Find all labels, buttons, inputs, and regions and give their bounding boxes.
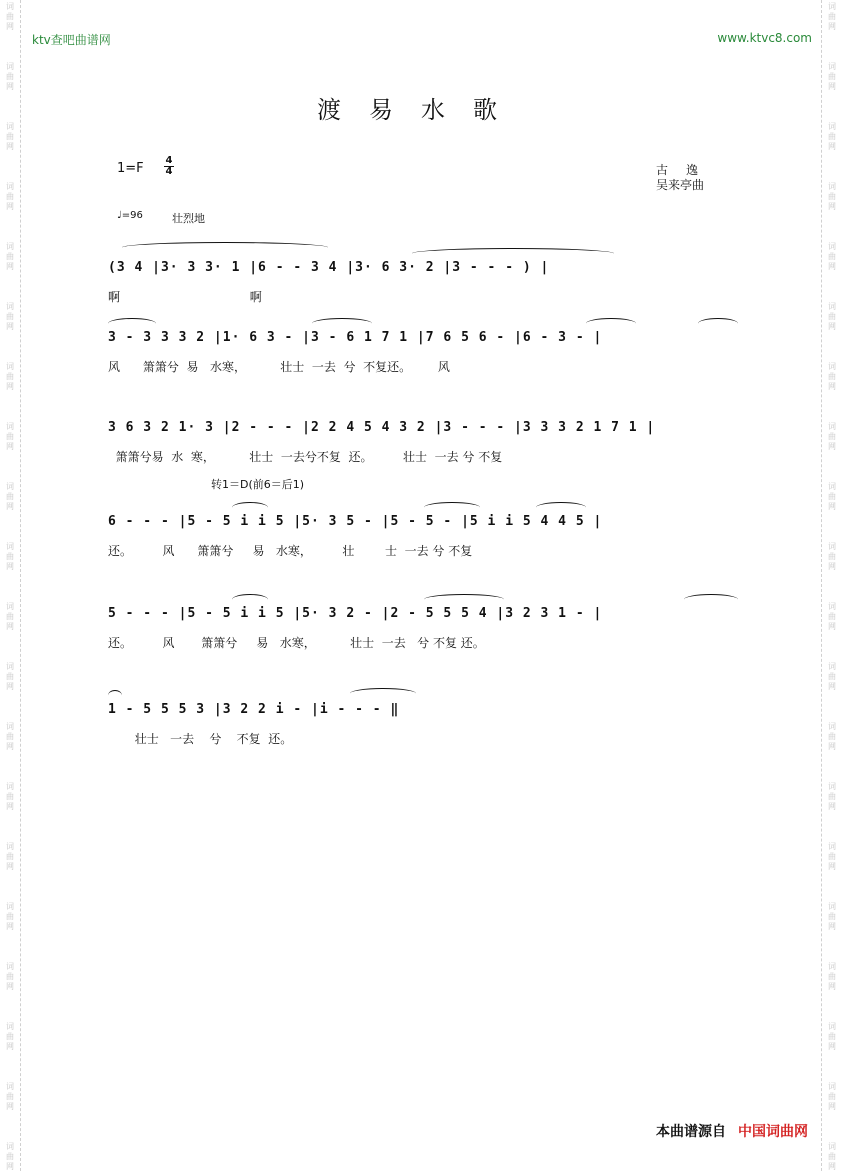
watermark-text: 词 曲 网 <box>828 362 836 391</box>
tempo-marking: ♩=96 <box>117 210 143 221</box>
watermark-text: 词 曲 网 <box>828 482 836 511</box>
time-top: 4 <box>165 155 173 166</box>
slur <box>350 688 416 699</box>
watermark-text: 词 曲 网 <box>828 902 836 931</box>
watermark-text: 词 曲 网 <box>828 2 836 31</box>
score-row-1 <box>108 260 740 326</box>
watermark-text: 词 曲 网 <box>828 1142 836 1171</box>
slur <box>412 248 614 259</box>
lyrics-line: 风 箫箫兮 易 水寒， 壮士 一去 兮 不复还。 风 <box>108 360 450 374</box>
watermark-text: 词 曲 网 <box>828 782 836 811</box>
watermark-text: 词 曲 网 <box>6 482 14 511</box>
watermark-text: 词 曲 网 <box>6 902 14 931</box>
slur <box>122 242 328 253</box>
footer-credit <box>656 1121 808 1141</box>
score-row-2 <box>108 330 740 396</box>
watermark-text: 词 曲 网 <box>828 842 836 871</box>
credits <box>656 163 716 193</box>
watermark-text: 词 曲 网 <box>828 182 836 211</box>
score-row-6 <box>108 702 740 768</box>
watermark-text: 词 曲 网 <box>828 302 836 331</box>
song-title: 渡易水歌 <box>317 96 525 124</box>
watermark-text: 词 曲 网 <box>828 722 836 751</box>
score-row-3 <box>108 420 740 486</box>
watermark-text: 词 曲 网 <box>828 962 836 991</box>
slur <box>424 502 480 513</box>
slur <box>232 502 268 513</box>
score-row-4 <box>108 514 740 580</box>
slur <box>232 594 268 605</box>
notation-line: 3 6 3 2 1· 3 |2 - - - |2 2 4 5 4 3 2 |3 - - - |3 3 3 2 1 7 1 | <box>108 420 656 435</box>
watermark-text: 词 曲 网 <box>828 62 836 91</box>
key-signature: 1=F <box>117 161 144 176</box>
watermark-text: 词 曲 网 <box>828 1022 836 1051</box>
lyrics-line: 啊 啊 <box>108 290 262 304</box>
score-row-5 <box>108 606 740 672</box>
watermark-text: 词 曲 网 <box>828 542 836 571</box>
watermark-text: 词 曲 网 <box>6 842 14 871</box>
watermark-text: 词 曲 网 <box>828 662 836 691</box>
watermark-text: 词 曲 网 <box>6 1022 14 1051</box>
lyrics-line: 还。 风 箫箫兮 易 水寒， 壮士 一去 兮 不复 还。 <box>108 636 485 650</box>
modulation-marking: 转1＝D(前6＝后1) <box>211 478 305 491</box>
watermark-text: 词 曲 网 <box>828 1082 836 1111</box>
watermark-text: 词 曲 网 <box>6 62 14 91</box>
watermark-text: 词 曲 网 <box>6 602 14 631</box>
watermark-text: 词 曲 网 <box>6 2 14 31</box>
slur <box>698 318 738 329</box>
watermark-text: 词 曲 网 <box>6 1082 14 1111</box>
lyricist: 古逸 <box>656 163 717 177</box>
watermark-text: 词 曲 网 <box>6 422 14 451</box>
watermark-text: 词 曲 网 <box>6 722 14 751</box>
right-watermark-strip <box>821 0 842 1171</box>
site-url: www.ktvc8.com <box>717 31 812 45</box>
watermark-text: 词 曲 网 <box>6 182 14 211</box>
footer-brand-link[interactable]: 中国词曲网 <box>738 1124 808 1140</box>
watermark-text: 词 曲 网 <box>6 782 14 811</box>
notation-line: 6 - - - |5 - 5 i i 5 |5· 3 5 - |5 - 5 - |5 i i 5 4 4 5 | <box>108 514 603 529</box>
slur <box>684 594 738 605</box>
watermark-text: 词 曲 网 <box>828 602 836 631</box>
slur <box>536 502 586 513</box>
lyrics-line: 还。 风 箫箫兮 易 水寒， 壮 士 一去 兮 不复 <box>108 544 473 558</box>
notation-line: (3 4 |3· 3 3· 1 |6 - - 3 4 |3· 6 3· 2 |3 - - - ) | <box>108 260 550 275</box>
time-bottom: 4 <box>165 166 173 177</box>
watermark-text: 词 曲 网 <box>6 122 14 151</box>
notation-line: 1 - 5 5 5 3 |3 2 2 i - |i - - - ‖ <box>108 702 400 717</box>
slur <box>108 690 122 701</box>
watermark-text: 词 曲 网 <box>6 542 14 571</box>
slur <box>312 318 372 329</box>
footer-source-label: 本曲谱源自 <box>656 1124 726 1140</box>
watermark-text: 词 曲 网 <box>6 302 14 331</box>
watermark-text: 词 曲 网 <box>6 362 14 391</box>
left-watermark-strip <box>0 0 21 1171</box>
watermark-text: 词 曲 网 <box>6 1142 14 1171</box>
slur <box>424 594 504 605</box>
composer: 吴来亭曲 <box>656 178 705 192</box>
watermark-text: 词 曲 网 <box>828 122 836 151</box>
site-name: ktv查吧曲谱网 <box>32 33 111 47</box>
notation-line: 5 - - - |5 - 5 i i 5 |5· 3 2 - |2 - 5 5 5 4 |3 2 3 1 - | <box>108 606 603 621</box>
notation-line: 3 - 3 3 3 2 |1· 6 3 - |3 - 6 1 7 1 |7 6 5 6 - |6 - 3 - | <box>108 330 603 345</box>
watermark-text: 词 曲 网 <box>6 662 14 691</box>
watermark-text: 词 曲 网 <box>6 242 14 271</box>
lyrics-line: 壮士 一去 兮 不复 还。 <box>108 732 293 746</box>
slur <box>586 318 636 329</box>
lyrics-line: 箫箫兮易 水 寒， 壮士 一去兮不复 还。 壮士 一去 兮 不复 <box>108 450 503 464</box>
time-signature <box>164 156 174 177</box>
watermark-text: 词 曲 网 <box>6 962 14 991</box>
watermark-text: 词 曲 网 <box>828 242 836 271</box>
slur <box>108 318 156 329</box>
watermark-text: 词 曲 网 <box>828 422 836 451</box>
expression-marking: 壮烈地 <box>172 212 205 225</box>
